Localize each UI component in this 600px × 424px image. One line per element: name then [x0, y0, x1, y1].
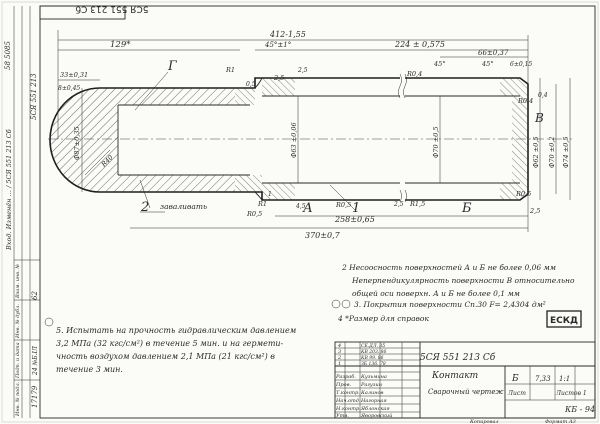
label-G: Г	[168, 59, 177, 74]
copied-label: Копировал	[470, 419, 499, 424]
note-4: 4 *Размер для справок	[338, 314, 429, 323]
scale-value: 1:1	[559, 375, 571, 383]
change-row-0: 4	[338, 343, 342, 349]
note-3: 3. Покрытия поверхности Сп.30 F= 2,4304 дм²	[354, 300, 546, 309]
eskd-stamp: ЕСКД	[549, 316, 579, 326]
dim-r40: R40	[99, 153, 115, 169]
dim-n25: 2,5	[394, 201, 404, 208]
dim-258: 258±0,65	[335, 215, 375, 224]
sig-role-3: Нач.отд.	[336, 398, 361, 404]
dim-45b: 45°	[434, 60, 446, 68]
weld-note: заваливать	[160, 202, 208, 211]
margin-line-3: Подп. и дата	[15, 342, 21, 378]
sig-name-5: Яворовский	[361, 413, 393, 419]
sheet-label: Лист	[508, 390, 526, 397]
change-code-2: КВ 99. 86	[361, 356, 384, 361]
dim-r04a: R0,4	[407, 70, 423, 78]
sig-name-4: Яблонская	[361, 406, 390, 412]
dim-n25b: 2,5	[298, 67, 308, 74]
dim-phi3: Ф62 ±0,5	[532, 136, 540, 168]
sig-name-0: Кузьмина	[361, 374, 387, 380]
part-name: Контакт	[432, 371, 479, 381]
top-code-text: 5CЯ 551 213 Сб	[75, 3, 149, 14]
dim-p4: 4,5	[296, 203, 306, 210]
sig-role-0: Разраб.	[336, 374, 356, 380]
dim-phi6: Ф63 ±0,06	[290, 122, 298, 158]
dim-25b: 2,5	[530, 207, 541, 215]
dim-45a: 45°±1°	[265, 41, 292, 49]
dim-66: 66±0,37	[478, 49, 509, 57]
margin-number-2: 24 №Б.ІЛ	[32, 346, 39, 375]
sig-role-4: Н.контр.	[336, 406, 361, 412]
note-2c: общей оси поверхн. А и Б не более 0,1 мм	[352, 289, 520, 298]
change-row-2: 2	[338, 355, 342, 361]
top-code-box	[40, 4, 149, 20]
note-2: 2 Несоосность поверхностей А и Б не более 0,06 мм	[342, 263, 556, 272]
margin-line-2: Инв. № дубл.	[15, 304, 21, 338]
dim-r1b: R1	[258, 200, 268, 208]
dim-6: 6±0,15	[510, 61, 533, 68]
format-label: Формат А3	[545, 419, 576, 424]
margin-number-0: 17179	[31, 385, 39, 408]
change-row-1: 3	[338, 349, 342, 355]
dim-r05c: R0,5	[516, 190, 532, 198]
dim-phi1: Ф87±0,35	[73, 126, 81, 160]
label-part-2: 2	[141, 200, 150, 215]
sheets-label: Листов 1	[556, 390, 587, 397]
format-code: КБ - 94	[565, 405, 596, 414]
sig-role-5: Утв.	[336, 413, 349, 419]
change-code-3: ЗБ 136. 78	[361, 362, 386, 367]
sig-name-1: Рагузин	[361, 382, 383, 388]
label-B: Б	[462, 201, 472, 216]
dim-8: 8±0,45	[58, 85, 81, 92]
dim-phi2: Ф70 ±0,5	[432, 126, 440, 158]
margin-line-1: Взам. инв. №	[15, 263, 21, 298]
dim-224: 224 ± 0,575	[395, 40, 445, 49]
dim-r05a: R0,5	[247, 210, 263, 218]
technical-notes	[45, 263, 581, 374]
dim-33: 33±0,31	[60, 71, 89, 79]
change-code-1: КВ 203. 86	[361, 350, 387, 355]
dim-370: 370±0,7	[305, 231, 340, 240]
dim-n1: 1	[268, 191, 272, 198]
right-code-1: 58 5085	[4, 41, 12, 70]
note-5a: 5. Испытать на прочность гидравлическим давлением	[56, 326, 297, 335]
note-5b: 3,2 МПа (32 кгс/см²) в течение 5 мин. и на гермети-	[56, 339, 284, 348]
dim-n04: 0,4	[538, 92, 548, 99]
label-part-1: 1	[352, 201, 361, 216]
note-5d: течение 3 мин.	[56, 365, 123, 374]
dim-129: 129*	[110, 40, 131, 50]
sig-role-1: Пров.	[336, 382, 352, 388]
dim-412: 412-1,55	[270, 30, 306, 39]
sig-name-2: Калинов	[361, 390, 384, 396]
right-code-2: 5CЯ 551 213	[30, 73, 38, 120]
dim-45c: 45°	[482, 60, 494, 68]
sig-role-2: Т.контр.	[336, 390, 360, 396]
sig-name-3: Нагорная	[361, 398, 387, 404]
mass-value: 7,33	[535, 375, 551, 383]
dimension-texts	[58, 30, 570, 240]
change-code-0: СЕ.ДЛ. 35	[361, 344, 386, 349]
dim-r1a5: R1,5	[410, 200, 426, 208]
dim-n05: 0,5	[246, 81, 256, 88]
margin-line-4: Инв. № подл.	[15, 381, 21, 416]
dim-r1a: R1	[226, 66, 236, 74]
margin-number-1: 62	[31, 291, 39, 300]
part-subname: Сварочный чертеж	[428, 388, 504, 396]
label-V: В	[535, 111, 544, 125]
dim-phi5: Ф70 ±0,2	[548, 136, 556, 168]
margin-line-0: Вход. Изменён … / 5CЯ 551 213 Сб	[5, 129, 13, 250]
dim-r05b: R0,5	[336, 201, 352, 209]
lit-value: Б	[512, 374, 519, 384]
dim-phi4: Ф74 ±0,5	[562, 136, 570, 168]
change-row-3: 1	[338, 361, 342, 367]
note-2b: Неперпендикулярность поверхности В относительно	[352, 276, 575, 285]
dim-r04b: R0,4	[518, 97, 534, 105]
dim-25a: 2,5	[274, 74, 285, 82]
part-outline	[48, 74, 572, 202]
note-5c: чность воздухом давлением 2,1 МПа (21 кгс/см²) в	[56, 352, 275, 361]
designation: 5CЯ 551 213 Сб	[420, 353, 496, 363]
label-A: А	[303, 201, 313, 216]
title-block	[335, 342, 595, 419]
